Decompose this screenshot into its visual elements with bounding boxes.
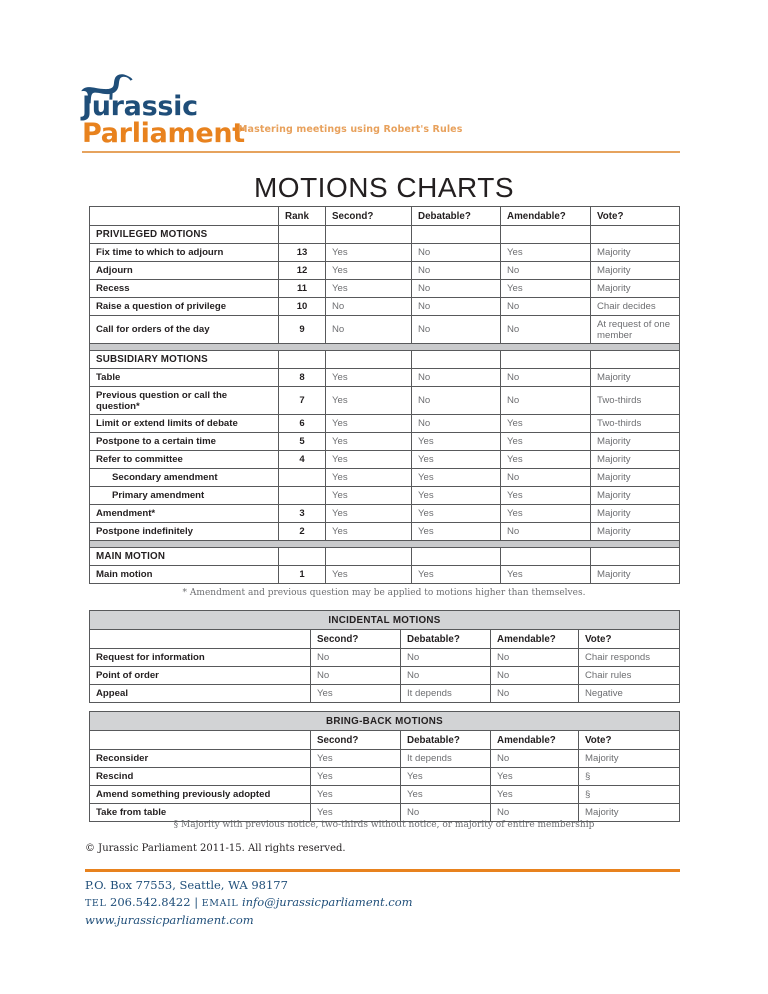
table-row (90, 433, 680, 451)
motion-amendable: No (501, 262, 591, 280)
motion-second: No (326, 316, 412, 344)
column-header-second: Second? (326, 207, 412, 226)
motion-debatable: No (401, 804, 491, 822)
empty-cell (326, 226, 412, 244)
motion-second: Yes (326, 566, 412, 584)
motion-label: Adjourn (90, 262, 279, 280)
motion-amendable: No (501, 523, 591, 541)
motion-label: Rescind (90, 768, 311, 786)
table-row (90, 316, 680, 344)
table-row (90, 262, 680, 280)
motion-label: Raise a question of privilege (90, 298, 279, 316)
footer-divider-pipe: | (194, 895, 199, 909)
motion-second: Yes (311, 804, 401, 822)
motion-vote: Chair responds (579, 649, 680, 667)
table-row (90, 786, 680, 804)
column-header-motion (90, 207, 279, 226)
brand-name-line1: Jurassic (82, 91, 198, 122)
section-header-row (90, 548, 680, 566)
motion-rank: 4 (279, 451, 326, 469)
motion-vote: Majority (591, 280, 680, 298)
column-header-second: Second? (311, 731, 401, 750)
motion-second: Yes (311, 786, 401, 804)
motion-rank: 12 (279, 262, 326, 280)
tel-number: 206.542.8422 (110, 895, 191, 909)
motion-amendable: No (491, 685, 579, 703)
motion-rank: 3 (279, 505, 326, 523)
motion-second: No (326, 298, 412, 316)
table-row (90, 469, 680, 487)
motion-label: Amendment* (90, 505, 279, 523)
table-row (90, 387, 680, 415)
motion-amendable: No (491, 804, 579, 822)
motion-rank: 13 (279, 244, 326, 262)
table-header-row (90, 207, 680, 226)
motion-amendable: Yes (501, 451, 591, 469)
brand-tagline: Mastering meetings using Robert's Rules (238, 124, 463, 135)
motion-debatable: Yes (412, 523, 501, 541)
motion-rank: 10 (279, 298, 326, 316)
empty-cell (591, 351, 680, 369)
brand-name-line2: Parliament (82, 118, 245, 149)
table-row (90, 505, 680, 523)
motion-label: Refer to committee (90, 451, 279, 469)
table-row (90, 667, 680, 685)
motion-second: No (311, 667, 401, 685)
motion-second: Yes (326, 415, 412, 433)
motion-debatable: No (401, 649, 491, 667)
motion-vote: Majority (579, 750, 680, 768)
motion-second: No (311, 649, 401, 667)
empty-cell (412, 351, 501, 369)
motion-second: Yes (326, 433, 412, 451)
motion-label: Main motion (90, 566, 279, 584)
motion-second: Yes (311, 768, 401, 786)
motion-debatable: Yes (412, 469, 501, 487)
motion-vote: Majority (591, 505, 680, 523)
motion-second: Yes (326, 280, 412, 298)
motion-debatable: No (412, 298, 501, 316)
column-header-amendable: Amendable? (491, 731, 579, 750)
motion-vote: Two-thirds (591, 415, 680, 433)
empty-cell (326, 351, 412, 369)
motion-second: Yes (326, 469, 412, 487)
motion-vote: Chair decides (591, 298, 680, 316)
empty-cell (501, 548, 591, 566)
motion-vote: Majority (591, 369, 680, 387)
motion-debatable: Yes (412, 487, 501, 505)
copyright-notice: © Jurassic Parliament 2011-15. All rights reserved. (85, 843, 346, 854)
motion-amendable: No (501, 387, 591, 415)
footer-tel-email-line (85, 894, 413, 912)
motion-debatable: Yes (412, 433, 501, 451)
motion-amendable: Yes (501, 244, 591, 262)
motion-label: Reconsider (90, 750, 311, 768)
empty-cell (279, 226, 326, 244)
footer-contact-block (85, 877, 413, 929)
motion-debatable: No (412, 387, 501, 415)
column-header-debatable: Debatable? (401, 630, 491, 649)
motion-second: Yes (326, 505, 412, 523)
motion-label: Point of order (90, 667, 311, 685)
motion-debatable: No (412, 244, 501, 262)
column-header-debatable: Debatable? (412, 207, 501, 226)
table-row (90, 649, 680, 667)
motion-vote: Majority (591, 469, 680, 487)
motion-vote: Majority (591, 566, 680, 584)
section-title: PRIVILEGED MOTIONS (90, 226, 279, 244)
section-header-row (90, 351, 680, 369)
motion-label: Call for orders of the day (90, 316, 279, 344)
motion-second: Yes (326, 262, 412, 280)
motion-rank: 9 (279, 316, 326, 344)
motion-amendable: Yes (501, 280, 591, 298)
empty-cell (412, 548, 501, 566)
motion-debatable: No (412, 415, 501, 433)
motion-vote: Negative (579, 685, 680, 703)
motion-label: Fix time to which to adjourn (90, 244, 279, 262)
page-header (0, 0, 768, 160)
motion-label: Postpone indefinitely (90, 523, 279, 541)
separator-band (90, 541, 680, 548)
table-row (90, 523, 680, 541)
motion-rank: 8 (279, 369, 326, 387)
motion-second: Yes (326, 451, 412, 469)
table-row (90, 369, 680, 387)
motion-amendable: Yes (491, 786, 579, 804)
footnote-asterisk: * Amendment and previous question may be applied to motions higher than themselves. (182, 588, 586, 598)
motion-debatable: No (412, 262, 501, 280)
motion-debatable: Yes (401, 768, 491, 786)
motion-amendable: Yes (491, 768, 579, 786)
motion-debatable: Yes (412, 566, 501, 584)
table-row (90, 804, 680, 822)
motion-amendable: No (501, 469, 591, 487)
motion-second: Yes (326, 487, 412, 505)
column-header-rank: Rank (279, 207, 326, 226)
website-url[interactable]: www.jurassicparliament.com (85, 913, 254, 927)
motion-rank: 1 (279, 566, 326, 584)
motion-vote: Majority (591, 451, 680, 469)
section-header-row (90, 226, 680, 244)
motion-label: Appeal (90, 685, 311, 703)
motion-amendable: No (501, 369, 591, 387)
motion-vote: Majority (591, 262, 680, 280)
column-header-motion (90, 731, 311, 750)
motion-amendable: Yes (501, 415, 591, 433)
motion-label: Secondary amendment (90, 469, 279, 487)
tel-label: TEL (85, 898, 107, 909)
table-row (90, 451, 680, 469)
header-divider (82, 151, 680, 153)
motion-label: Take from table (90, 804, 311, 822)
motion-vote: Majority (579, 804, 680, 822)
motion-amendable: Yes (501, 505, 591, 523)
email-address[interactable]: info@jurassicparliament.com (241, 895, 413, 909)
motion-second: Yes (326, 244, 412, 262)
motion-second: Yes (326, 523, 412, 541)
motion-rank: 5 (279, 433, 326, 451)
motion-debatable: No (412, 316, 501, 344)
motion-second: Yes (326, 387, 412, 415)
motion-label: Recess (90, 280, 279, 298)
motion-vote: Chair rules (579, 667, 680, 685)
motion-debatable: Yes (412, 451, 501, 469)
motion-rank: 2 (279, 523, 326, 541)
separator-band (90, 344, 680, 351)
motion-debatable: It depends (401, 685, 491, 703)
motion-debatable: No (412, 280, 501, 298)
motion-rank (279, 487, 326, 505)
section-title: SUBSIDIARY MOTIONS (90, 351, 279, 369)
motion-second: Yes (326, 369, 412, 387)
motion-label: Primary amendment (90, 487, 279, 505)
motion-vote: Majority (591, 433, 680, 451)
table-row (90, 566, 680, 584)
motion-debatable: No (401, 667, 491, 685)
empty-cell (412, 226, 501, 244)
motion-vote: Majority (591, 523, 680, 541)
column-header-vote: Vote? (579, 731, 680, 750)
empty-cell (591, 226, 680, 244)
motion-amendable: No (501, 298, 591, 316)
motion-vote: Majority (591, 244, 680, 262)
column-header-amendable: Amendable? (491, 630, 579, 649)
motion-vote: § (579, 786, 680, 804)
column-header-motion (90, 630, 311, 649)
band-title: INCIDENTAL MOTIONS (90, 611, 680, 630)
motion-amendable: No (491, 649, 579, 667)
motion-rank (279, 469, 326, 487)
motion-rank: 11 (279, 280, 326, 298)
motion-debatable: Yes (401, 786, 491, 804)
empty-cell (501, 226, 591, 244)
table-row (90, 415, 680, 433)
motion-amendable: No (491, 667, 579, 685)
table-band-row (90, 712, 680, 731)
table-band-row (90, 611, 680, 630)
motion-amendable: Yes (501, 566, 591, 584)
motion-label: Previous question or call the question* (90, 387, 279, 415)
bring-back-motions-table (89, 711, 680, 822)
motion-amendable: Yes (501, 487, 591, 505)
motion-label: Postpone to a certain time (90, 433, 279, 451)
motion-amendable: No (491, 750, 579, 768)
footer-address: P.O. Box 77553, Seattle, WA 98177 (85, 878, 288, 892)
column-header-vote: Vote? (579, 630, 680, 649)
motion-debatable: It depends (401, 750, 491, 768)
section-separator (90, 344, 680, 351)
footnote-section-sign: § Majority with previous notice, two-thirds without notice, or majority of entire membership (173, 820, 595, 830)
footer-divider (85, 869, 680, 872)
motion-rank: 7 (279, 387, 326, 415)
incidental-motions-table (89, 610, 680, 703)
motion-label: Limit or extend limits of debate (90, 415, 279, 433)
section-separator (90, 541, 680, 548)
column-header-debatable: Debatable? (401, 731, 491, 750)
empty-cell (279, 548, 326, 566)
column-header-second: Second? (311, 630, 401, 649)
table-row (90, 244, 680, 262)
table-row (90, 298, 680, 316)
table-row (90, 750, 680, 768)
email-label: EMAIL (201, 898, 239, 909)
band-title: BRING-BACK MOTIONS (90, 712, 680, 731)
table-row (90, 768, 680, 786)
motion-vote: Two-thirds (591, 387, 680, 415)
table-header-row (90, 731, 680, 750)
motion-label: Amend something previously adopted (90, 786, 311, 804)
page-title: MOTIONS CHARTS (253, 172, 515, 203)
table-row (90, 685, 680, 703)
column-header-vote: Vote? (591, 207, 680, 226)
empty-cell (326, 548, 412, 566)
motion-vote: § (579, 768, 680, 786)
table-header-row (90, 630, 680, 649)
motion-rank: 6 (279, 415, 326, 433)
motion-second: Yes (311, 750, 401, 768)
motion-label: Request for information (90, 649, 311, 667)
motion-vote: At request of one member (591, 316, 680, 344)
table-row (90, 487, 680, 505)
section-title: MAIN MOTION (90, 548, 279, 566)
motion-amendable: No (501, 316, 591, 344)
motion-vote: Majority (591, 487, 680, 505)
motion-second: Yes (311, 685, 401, 703)
motion-debatable: No (412, 369, 501, 387)
motion-debatable: Yes (412, 505, 501, 523)
empty-cell (501, 351, 591, 369)
motion-amendable: Yes (501, 433, 591, 451)
motions-chart-main-table (89, 206, 680, 584)
empty-cell (279, 351, 326, 369)
column-header-amendable: Amendable? (501, 207, 591, 226)
motion-label: Table (90, 369, 279, 387)
empty-cell (591, 548, 680, 566)
table-row (90, 280, 680, 298)
